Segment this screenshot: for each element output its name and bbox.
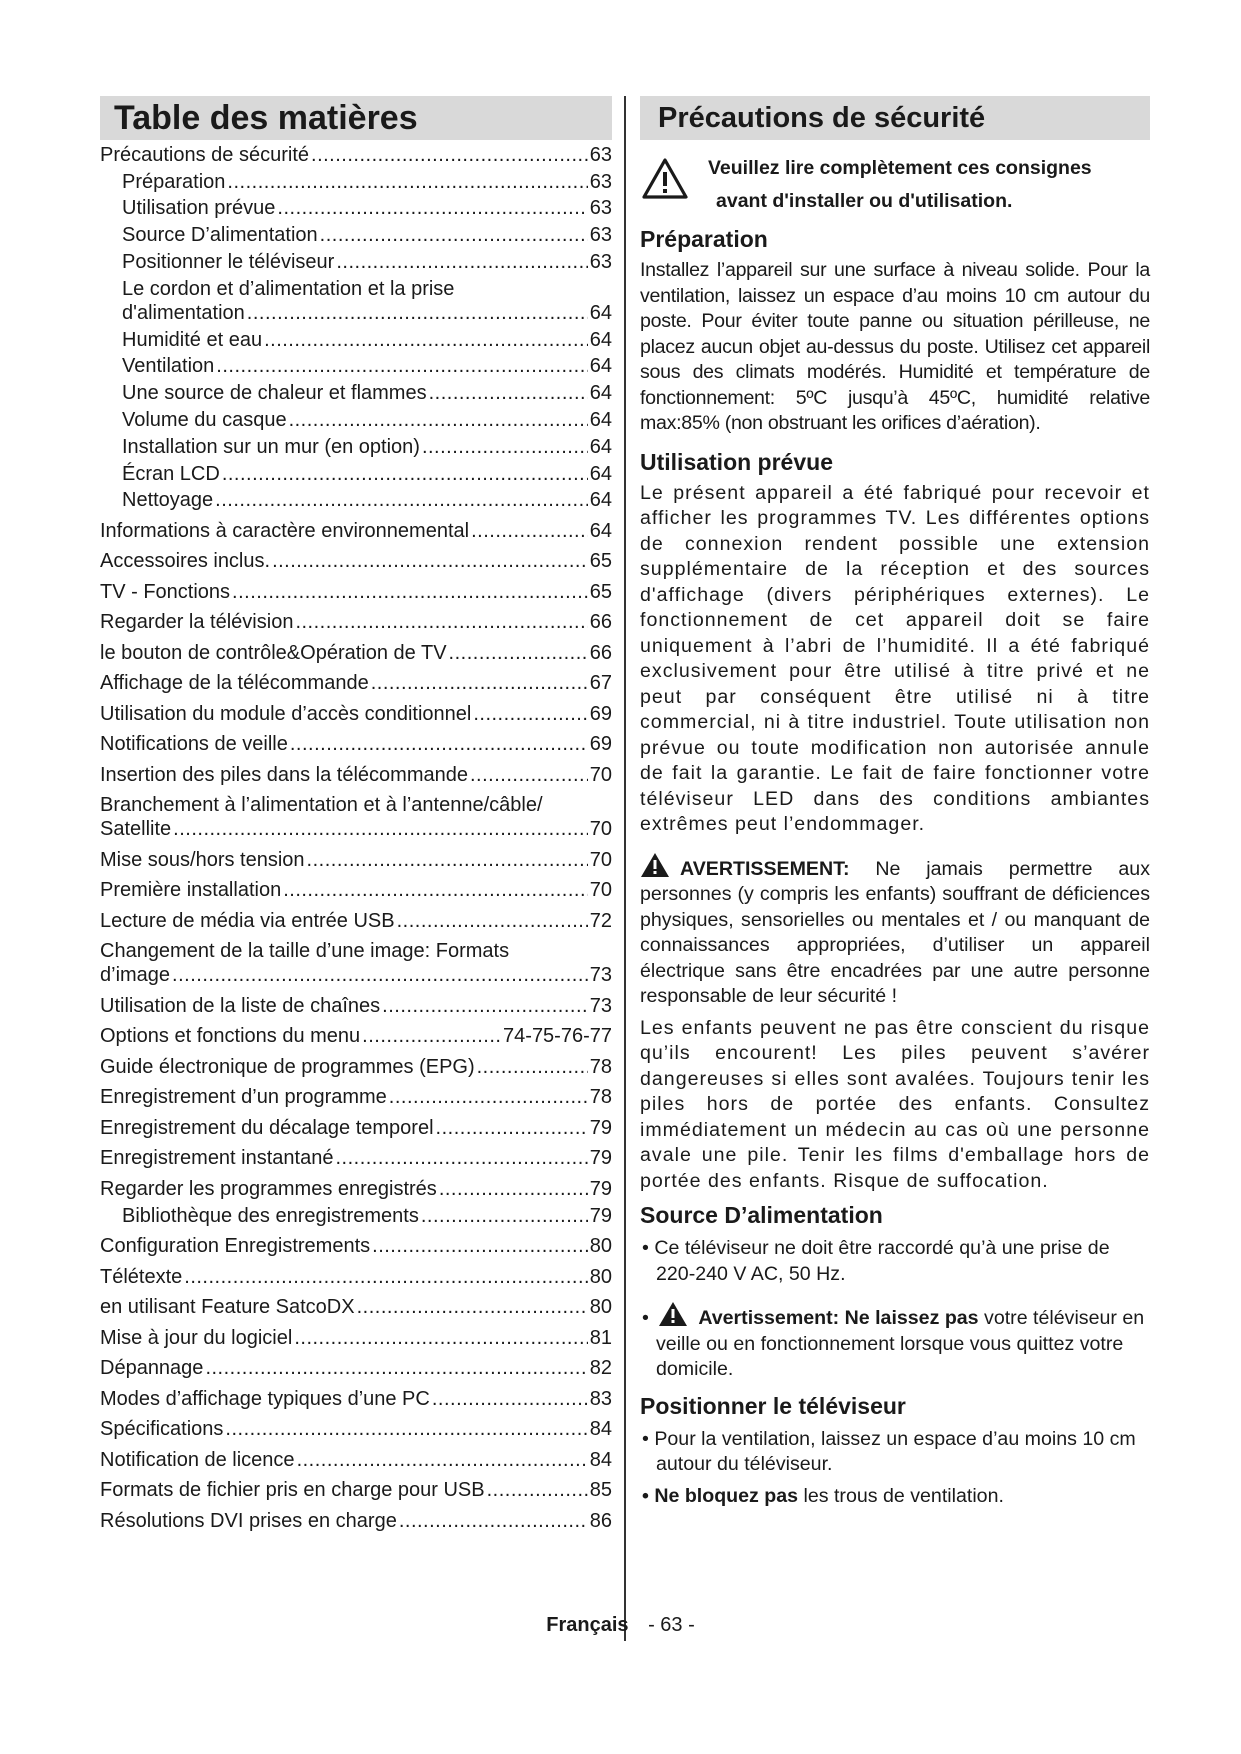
toc-entry-text: Notification de licence (100, 1448, 295, 1471)
toc-page-number: 70 (589, 763, 612, 786)
toc-page-number: 85 (589, 1479, 612, 1502)
toc-leader-dots (247, 301, 588, 325)
toc-entry-text: TV - Fonctions (100, 580, 231, 603)
footer-language: Français (546, 1614, 629, 1636)
toc-page-number: 69 (589, 733, 612, 756)
toc-page-number: 64 (589, 382, 612, 405)
toc-leader-dots (290, 732, 588, 756)
toc-entry-text: Préparation (122, 170, 226, 193)
toc-leader-dots (222, 462, 588, 486)
toc-leader-dots (184, 1265, 587, 1289)
toc-entry-text: Le cordon et d’alimentation et la prise (122, 277, 455, 300)
toc-page-number: 79 (589, 1204, 612, 1227)
toc-entry-text: Résolutions DVI prises en charge (100, 1509, 397, 1532)
toc-leader-dots (264, 328, 588, 352)
toc-page-number: 70 (589, 848, 612, 871)
toc-entry-text: Mise à jour du logiciel (100, 1326, 293, 1349)
toc-page-number: 83 (589, 1387, 612, 1410)
toc-entry (100, 408, 612, 432)
toc-page-number: 80 (589, 1265, 612, 1288)
toc-entry-text: Notifications de veille (100, 733, 288, 756)
bullet-glyph: • (642, 1427, 649, 1450)
toc-leader-dots (289, 408, 588, 432)
toc-entry (100, 549, 612, 573)
position-bullet-2-bold: Ne bloquez pas (654, 1484, 799, 1507)
toc-page-number: 82 (589, 1357, 612, 1380)
toc-entry-text: Options et fonctions du menu (100, 1025, 361, 1048)
toc-page-number: 63 (589, 250, 612, 273)
toc-page-number: 84 (589, 1418, 612, 1441)
children-warning-text: Les enfants peuvent ne pas être conscient du risque qu’ils encourent! Les piles peuvent s’avérer dangereuses si elles sont avalées. Toujours tenir les piles hors de portée des enfants. Consultez immédiatement un médecin au cas où une personne avale une pile. Tenir les films d'emballage hors de portée des enfants. Risque de suffocation. (640, 1016, 1150, 1192)
toc-page-number: 73 (589, 964, 612, 987)
page-footer (0, 1614, 1241, 1637)
safety-section (640, 96, 1150, 1509)
safety-intro-line-1: Veuillez lire complètement ces consignes (708, 157, 1092, 179)
toc-entry (100, 143, 612, 167)
toc-leader-dots (205, 1356, 587, 1380)
toc-entry (100, 170, 612, 194)
toc-leader-dots (320, 223, 588, 247)
toc-leader-dots (473, 702, 587, 726)
toc-page-number: 65 (589, 550, 612, 573)
toc-entry-text: le bouton de contrôle&Opération de TV (100, 641, 447, 664)
toc-leader-dots (173, 817, 588, 841)
position-bullet-1-text: Pour la ventilation, laissez un espace d’au moins 10 cm autour du téléviseur. (654, 1427, 1136, 1475)
toc-entry-text: Lecture de média via entrée USB (100, 909, 395, 932)
toc-entry (100, 250, 612, 274)
toc-entry (100, 1326, 612, 1350)
warning-paragraph (640, 852, 1150, 1010)
warning-text: Ne jamais permettre aux personnes (y compris les enfants) souffrant de déficiences physiques, sensorielles ou mentales et / ou manquant de connaissances appropriées, d’utiliser un appareil électrique sans être encadrées par une autre personne responsable de leur sécurité ! (640, 857, 1150, 1007)
toc-entry (100, 994, 612, 1018)
toc-entry (100, 702, 612, 726)
toc-leader-dots (362, 1024, 501, 1048)
power-source-heading: Source D’alimentation (640, 1202, 883, 1228)
toc-entry-text: Télétexte (100, 1265, 183, 1288)
preparation-text: Installez l’appareil sur une surface à niveau solide. Pour la ventilation, laissez un espace d’au moins 10 cm autour du poste. Pour éviter toute panne ou situation périlleuse, ne placez aucun objet au-dessus du poste. Utilisez cet appareil sous des climats modérés. Humidité et température de fonctionnement: 5ºC jusqu’à 45ºC, humidité relative max:85% (non obstruant les orifices d’aération). (640, 259, 1150, 434)
toc-leader-dots (399, 1509, 588, 1533)
toc-entry-text: Changement de la taille d’une image: Formats (100, 940, 510, 963)
toc-leader-dots (422, 435, 588, 459)
intended-use-heading: Utilisation prévue (640, 448, 833, 475)
toc-entry-text: Branchement à l’alimentation et à l’antenne/câble/ (100, 794, 543, 817)
toc-entry-text: Regarder les programmes enregistrés (100, 1177, 437, 1200)
toc-entry-text: Mise sous/hors tension (100, 848, 305, 871)
toc-leader-dots (382, 994, 588, 1018)
toc-entry-text: Bibliothèque des enregistrements (122, 1204, 419, 1227)
toc-leader-dots (335, 1146, 587, 1170)
toc-page-number: 64 (589, 301, 612, 324)
toc-leader-dots (436, 1116, 588, 1140)
toc-page-number: 66 (589, 611, 612, 634)
toc-entry-text: Spécifications (100, 1418, 224, 1441)
toc-page-number: 63 (589, 224, 612, 247)
toc-leader-dots (307, 848, 588, 872)
toc-entry (100, 1265, 612, 1289)
toc-entry (100, 793, 612, 841)
toc-entry (100, 1116, 612, 1140)
toc-title: Table des matières (100, 96, 612, 140)
toc-entry (100, 1055, 612, 1079)
toc-entry-text: Source D’alimentation (122, 224, 318, 247)
intended-use-text: Le présent appareil a été fabriqué pour recevoir et afficher les programmes TV. Les différentes options de connexion rendent possible une extension supplémentaire de la réception et des sources d'affichage (divers périphériques externes). Le fonctionnement de cet appareil doit se faire uniquement à l’abri de l’humidité. Il a été fabriqué exclusivement pour être utilisé à titre privé et ne peut par conséquent être utilisé ni à titre commercial, ni à titre industriel. Toute utilisation non prévue ou toute modification non autorisée annule de fait la garantie. Le fait de faire fonctionner votre téléviseur LED dans des conditions ambiantes extrêmes peut l’endommager. (640, 481, 1150, 835)
toc-entry-text: Accessoires inclus. (100, 550, 271, 573)
toc-page-number: 79 (589, 1147, 612, 1170)
toc-page-number: 64 (589, 462, 612, 485)
toc-leader-dots (372, 1234, 588, 1258)
toc-leader-dots (487, 1478, 588, 1502)
toc-entry-text: Affichage de la télécommande (100, 672, 369, 695)
toc-leader-dots (429, 381, 588, 405)
toc-leader-dots (439, 1177, 588, 1201)
toc-entry (100, 223, 612, 247)
toc-entry (100, 610, 612, 634)
toc-page-number: 63 (589, 197, 612, 220)
toc-page-number: 86 (589, 1509, 612, 1532)
toc-page-number: 70 (589, 879, 612, 902)
toc-entry-text: Informations à caractère environnemental (100, 519, 470, 542)
toc-entry-text: Ventilation (122, 355, 215, 378)
toc-entry-text: Dépannage (100, 1357, 204, 1380)
toc-entry-text: Volume du casque (122, 408, 287, 431)
bullet-glyph: • (642, 1307, 649, 1329)
toc-entry-text: Une source de chaleur et flammes (122, 382, 427, 405)
toc-entry (100, 1146, 612, 1170)
toc-leader-dots (297, 1448, 588, 1472)
toc-entry (100, 1085, 612, 1109)
toc-leader-dots (471, 519, 588, 543)
toc-entry (100, 328, 612, 352)
position-bullet-2 (640, 1484, 1150, 1510)
warning-triangle-outline-icon (640, 156, 690, 202)
toc-list (100, 143, 612, 1533)
power-warning-label: Avertissement: Ne laissez pas (698, 1307, 979, 1329)
toc-entry (100, 277, 612, 325)
toc-page-number: 72 (589, 909, 612, 932)
safety-intro (640, 152, 1150, 218)
toc-entry-text-cont: Satellite (100, 818, 172, 841)
table-of-contents (100, 96, 612, 1533)
toc-entry-text: Formats de fichier pris en charge pour USB (100, 1479, 485, 1502)
toc-entry (100, 1295, 612, 1319)
toc-entry (100, 381, 612, 405)
toc-entry (100, 435, 612, 459)
toc-entry (100, 488, 612, 512)
toc-entry (100, 1387, 612, 1411)
toc-page-number: 78 (589, 1055, 612, 1078)
toc-entry-text: Enregistrement d’un programme (100, 1086, 387, 1109)
toc-leader-dots (336, 250, 587, 274)
toc-page-number: 66 (589, 641, 612, 664)
toc-leader-dots (215, 488, 588, 512)
toc-leader-dots (225, 1417, 587, 1441)
toc-leader-dots (311, 143, 588, 167)
toc-entry-text: Enregistrement instantané (100, 1147, 334, 1170)
toc-page-number: 64 (589, 355, 612, 378)
toc-entry (100, 1509, 612, 1533)
toc-leader-dots (294, 1326, 587, 1350)
safety-title: Précautions de sécurité (640, 96, 1150, 140)
position-bullet-2-text: les trous de ventilation. (803, 1484, 1004, 1507)
toc-entry-text: Utilisation prévue (122, 197, 276, 220)
position-bullet-1 (640, 1427, 1150, 1478)
toc-entry-text: Précautions de sécurité (100, 143, 310, 166)
toc-page-number: 80 (589, 1296, 612, 1319)
toc-entry-text: Guide électronique de programmes (EPG) (100, 1055, 475, 1078)
positioning-heading: Positionner le téléviseur (640, 1392, 906, 1419)
toc-leader-dots (449, 641, 588, 665)
toc-entry-text-cont: d’image (100, 964, 171, 987)
toc-entry (100, 1478, 612, 1502)
toc-entry (100, 580, 612, 604)
toc-leader-dots (371, 671, 588, 695)
toc-leader-dots (216, 354, 587, 378)
toc-page-number: 63 (589, 170, 612, 193)
toc-leader-dots (283, 878, 588, 902)
preparation-heading: Préparation (640, 226, 768, 252)
toc-leader-dots (172, 963, 588, 987)
toc-leader-dots (295, 610, 587, 634)
power-bullet-1-text: Ce téléviseur ne doit être raccordé qu’à une prise de 220-240 V AC, 50 Hz. (654, 1237, 1110, 1285)
toc-entry (100, 1356, 612, 1380)
toc-page-number: 65 (589, 580, 612, 603)
warning-triangle-solid-icon (658, 1301, 688, 1327)
toc-page-number: 73 (589, 994, 612, 1017)
toc-leader-dots (277, 196, 587, 220)
toc-page-number: 74-75-76-77 (503, 1025, 612, 1048)
toc-page-number: 67 (589, 672, 612, 695)
toc-entry-text: Configuration Enregistrements (100, 1235, 371, 1258)
toc-entry (100, 878, 612, 902)
toc-entry (100, 848, 612, 872)
toc-leader-dots (432, 1387, 588, 1411)
toc-entry (100, 1204, 612, 1228)
toc-entry-text: Insertion des piles dans la télécommande (100, 763, 468, 786)
toc-entry-text: Écran LCD (122, 462, 220, 485)
toc-page-number: 64 (589, 519, 612, 542)
toc-entry (100, 196, 612, 220)
toc-page-number: 81 (589, 1326, 612, 1349)
toc-entry (100, 1448, 612, 1472)
toc-leader-dots (357, 1295, 588, 1319)
toc-entry-text: Nettoyage (122, 489, 214, 512)
toc-entry-text: Regarder la télévision (100, 611, 294, 634)
toc-entry-text: Humidité et eau (122, 328, 263, 351)
toc-leader-dots (232, 580, 588, 604)
column-divider (624, 96, 626, 1641)
power-warning-bullet (640, 1301, 1150, 1383)
toc-entry (100, 1234, 612, 1258)
toc-leader-dots (389, 1085, 588, 1109)
toc-page-number: 79 (589, 1177, 612, 1200)
toc-entry (100, 519, 612, 543)
toc-page-number: 80 (589, 1235, 612, 1258)
toc-entry-text: Installation sur un mur (en option) (122, 435, 420, 458)
toc-entry (100, 1417, 612, 1441)
toc-entry-text-cont: d'alimentation (122, 301, 245, 324)
toc-page-number: 64 (589, 489, 612, 512)
toc-entry (100, 909, 612, 933)
bullet-glyph: • (642, 1237, 649, 1259)
toc-entry (100, 732, 612, 756)
toc-page-number: 69 (589, 702, 612, 725)
safety-intro-line-2: avant d'installer ou d'utilisation. (716, 190, 1013, 212)
toc-entry-text: en utilisant Feature SatcoDX (100, 1296, 355, 1319)
toc-page-number: 70 (589, 818, 612, 841)
toc-entry (100, 1024, 612, 1048)
warning-label: AVERTISSEMENT: (680, 857, 850, 880)
bullet-glyph: • (642, 1484, 649, 1507)
toc-entry (100, 354, 612, 378)
toc-entry-text: Modes d’affichage typiques d’une PC (100, 1387, 430, 1410)
toc-leader-dots (272, 549, 588, 573)
toc-leader-dots (421, 1204, 588, 1228)
toc-entry (100, 939, 612, 987)
toc-page-number: 64 (589, 408, 612, 431)
toc-leader-dots (477, 1055, 588, 1079)
toc-page-number: 64 (589, 328, 612, 351)
power-bullet-1 (640, 1236, 1150, 1287)
toc-leader-dots (470, 763, 588, 787)
toc-entry-text: Première installation (100, 879, 282, 902)
toc-page-number: 78 (589, 1086, 612, 1109)
toc-entry (100, 462, 612, 486)
toc-page-number: 63 (589, 143, 612, 166)
toc-entry-text: Positionner le téléviseur (122, 250, 335, 273)
toc-entry (100, 671, 612, 695)
toc-page-number: 84 (589, 1448, 612, 1471)
toc-page-number: 64 (589, 435, 612, 458)
power-warning-text: votre téléviseur en veille ou en fonctionnement lorsque vous quittez votre domicile. (656, 1307, 1145, 1380)
toc-leader-dots (397, 909, 588, 933)
toc-entry-text: Enregistrement du décalage temporel (100, 1116, 434, 1139)
toc-entry (100, 1177, 612, 1201)
footer-page-number: - 63 - (648, 1614, 695, 1636)
toc-entry (100, 763, 612, 787)
warning-triangle-solid-icon (640, 852, 670, 878)
toc-leader-dots (227, 170, 587, 194)
toc-entry-text: Utilisation du module d’accès conditionnel (100, 702, 472, 725)
toc-entry-text: Utilisation de la liste de chaînes (100, 994, 381, 1017)
toc-entry (100, 641, 612, 665)
toc-page-number: 79 (589, 1116, 612, 1139)
